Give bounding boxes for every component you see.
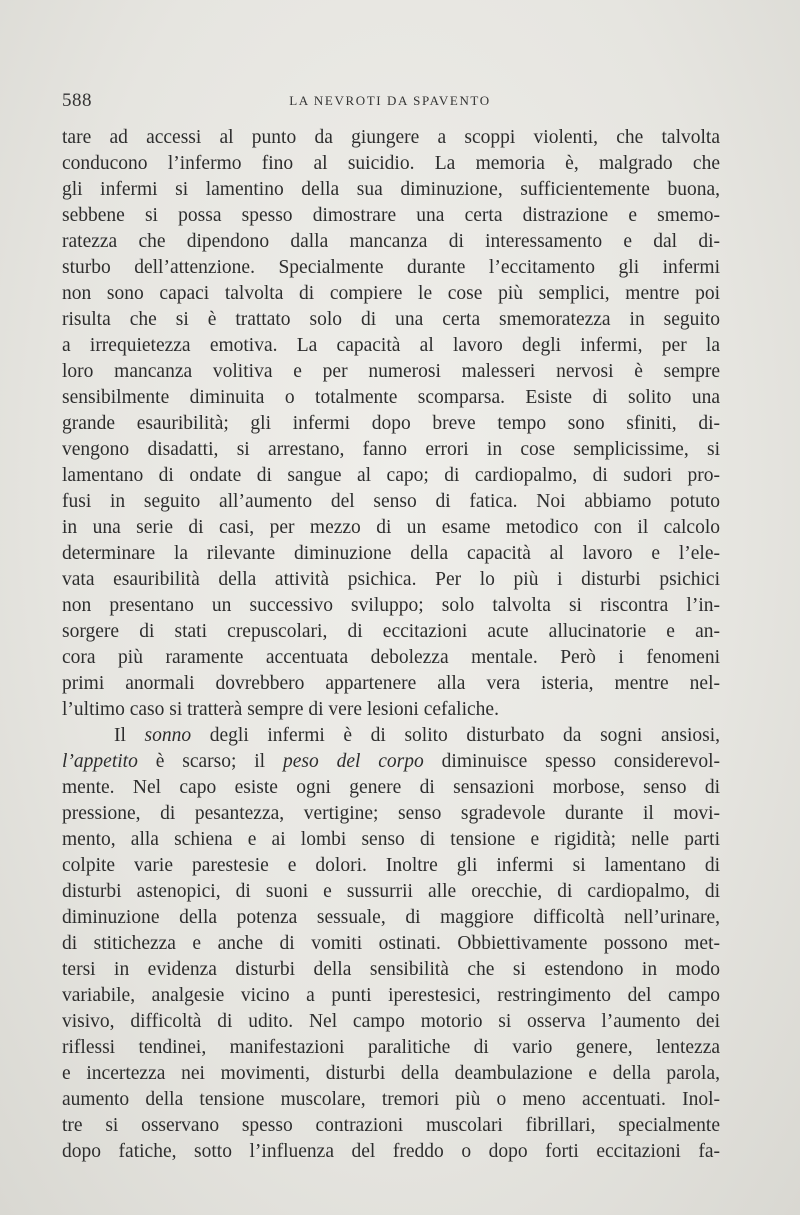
text-line: in una serie di casi, per mezzo di un esame metodico con il calcolo — [62, 517, 720, 538]
text-line: vata esauribilità della attività psichica. Per lo più i disturbi psichici — [62, 569, 720, 590]
text-line: non sono capaci talvolta di compiere le cose più semplici, mentre poi — [62, 283, 720, 304]
text-line: gli infermi si lamentino della sua diminuzione, sufficientemente buona, — [62, 179, 720, 200]
body-text — [62, 125, 720, 1165]
italic-term-peso-del-corpo: peso del corpo — [282, 751, 424, 772]
text-line: risulta che si è trattato solo di una certa smemoratezza in seguito — [62, 309, 720, 330]
text-line: sensibilmente diminuita o totalmente scomparsa. Esiste di solito una — [62, 387, 720, 408]
text-run: è scarso; il — [137, 751, 283, 772]
text-line: riflessi tendinei, manifestazioni paralitiche di vario genere, lentezza — [62, 1037, 720, 1058]
text-line: di stitichezza e anche di vomiti ostinati. Obbiettivamente possono met- — [62, 933, 720, 954]
text-line: tare ad accessi al punto da giungere a scoppi violenti, che talvolta — [62, 127, 720, 148]
text-line: vengono disadatti, si arrestano, fanno errori in cose semplicissime, si — [62, 439, 720, 460]
text-line: ratezza che dipendono dalla mancanza di interessamento e dal di- — [62, 231, 720, 252]
text-run: Il — [114, 725, 145, 746]
text-line: conducono l’infermo fino al suicidio. La memoria è, malgrado che — [62, 153, 720, 174]
text-line: aumento della tensione muscolare, tremori più o meno accentuati. Inol- — [62, 1089, 720, 1110]
text-line: fusi in seguito all’aumento del senso di fatica. Noi abbiamo potuto — [62, 491, 720, 512]
text-line — [62, 749, 720, 775]
italic-term-appetito: l’appetito — [62, 751, 138, 772]
text-line: l’ultimo caso si tratterà sempre di vere lesioni cefaliche. — [62, 699, 499, 720]
text-line — [62, 723, 720, 749]
text-line: non presentano un successivo sviluppo; solo talvolta si riscontra l’in- — [62, 595, 720, 616]
text-line: mento, alla schiena e ai lombi senso di tensione e rigidità; nelle parti — [62, 829, 720, 850]
text-line: tre si osservano spesso contrazioni muscolari fibrillari, specialmente — [62, 1115, 720, 1136]
text-line: colpite varie parestesie e dolori. Inoltre gli infermi si lamentano di — [62, 855, 720, 876]
page-header — [62, 90, 718, 116]
text-line: variabile, analgesie vicino a punti iperestesici, restringimento del campo — [62, 985, 720, 1006]
text-line: tersi in evidenza disturbi della sensibilità che si estendono in modo — [62, 959, 720, 980]
text-line: diminuzione della potenza sessuale, di maggiore difficoltà nell’urinare, — [62, 907, 720, 928]
text-line: sorgere di stati crepuscolari, di eccitazioni acute allucinatorie e an- — [62, 621, 720, 642]
text-line: pressione, di pesantezza, vertigine; senso sgradevole durante il movi- — [62, 803, 720, 824]
text-line: lamentano di ondate di sangue al capo; di cardiopalmo, di sudori pro- — [62, 465, 720, 486]
text-line: visivo, difficoltà di udito. Nel campo motorio si osserva l’aumento dei — [62, 1011, 720, 1032]
text-line: determinare la rilevante diminuzione della capacità al lavoro e l’ele- — [62, 543, 720, 564]
text-line: cora più raramente accentuata debolezza mentale. Però i fenomeni — [62, 647, 720, 668]
italic-term-sonno: sonno — [144, 725, 192, 746]
text-line: mente. Nel capo esiste ogni genere di sensazioni morbose, senso di — [62, 777, 720, 798]
text-line: sebbene si possa spesso dimostrare una certa distrazione e smemo- — [62, 205, 720, 226]
text-line: grande esauribilità; gli infermi dopo breve tempo sono sfiniti, di- — [62, 413, 720, 434]
page-number: 588 — [62, 90, 92, 111]
text-line: loro mancanza volitiva e per numerosi malesseri nervosi è sempre — [62, 361, 720, 382]
text-line: disturbi astenopici, di suoni e sussurrii alle orecchie, di cardiopalmo, di — [62, 881, 720, 902]
text-line: sturbo dell’attenzione. Specialmente durante l’eccitamento gli infermi — [62, 257, 720, 278]
text-run: degli infermi è di solito disturbato da sogni ansiosi, — [191, 725, 720, 746]
text-line: e incertezza nei movimenti, disturbi della deambulazione e della parola, — [62, 1063, 720, 1084]
text-run: diminuisce spesso considerevol- — [423, 751, 721, 772]
running-title: LA NEVROTI DA SPAVENTO — [289, 93, 491, 108]
text-line: primi anormali dovrebbero appartenere alla vera isteria, mentre nel- — [62, 673, 720, 694]
text-line: a irrequietezza emotiva. La capacità al lavoro degli infermi, per la — [62, 335, 720, 356]
text-line: dopo fatiche, sotto l’influenza del freddo o dopo forti eccitazioni fa- — [62, 1141, 720, 1162]
